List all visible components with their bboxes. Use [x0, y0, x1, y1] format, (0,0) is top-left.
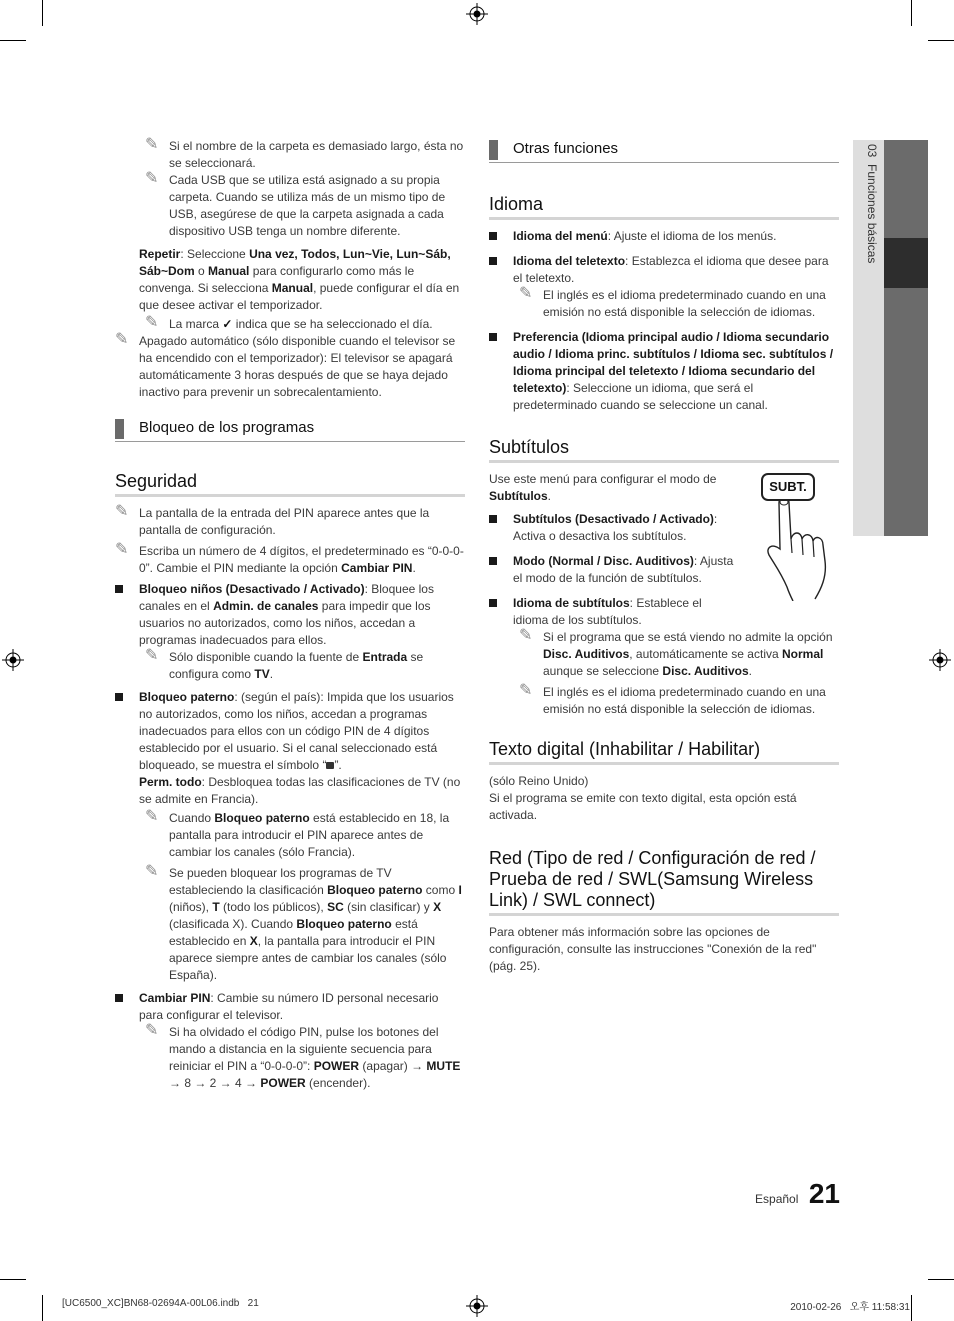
note-pencil-icon: ✎ — [145, 314, 159, 331]
print-timestamp: 2010-02-26 오후 11:58:31 — [790, 1302, 910, 1313]
crop-mark — [928, 1279, 954, 1280]
list-item: Modo (Normal / Disc. Auditivos): Ajusta el modo de la función de subtítulos. — [489, 553, 739, 587]
page-footer — [700, 1178, 840, 1210]
red-desc: Para obtener más información sobre las opciones de configuración, consulte las instrucciones "Conexión de la red" (pág. 25). — [489, 925, 817, 973]
crop-mark — [42, 1295, 43, 1321]
note: ✎ Si el nombre de la carpeta es demasiado largo, ésta no se seleccionará. — [145, 136, 464, 170]
note: ✎ El inglés es el idioma predeterminado cuando en una emisión no está disponible la selección de idiomas. — [519, 682, 826, 716]
registration-mark-icon — [2, 649, 24, 671]
sub-intro: Use este menú para configurar el modo de Subtítulos. — [489, 472, 717, 503]
chapter-title: Funciones básicas — [865, 164, 879, 264]
side-tab-active-block — [884, 238, 928, 288]
list-item: Idioma del teletexto: Establezca el idioma que desee para el teletexto. — [489, 253, 839, 287]
right-column — [489, 138, 839, 975]
note: ✎ Sólo disponible cuando la fuente de Entrada se configura como TV. — [145, 647, 424, 681]
td-desc: Si el programa se emite con texto digital, esta opción está activada. — [489, 791, 797, 822]
registration-mark-icon — [466, 1295, 488, 1317]
list-item: Bloqueo paterno: (según el país): Impida que los usuarios no autorizados, como los niños, accedan a programas inadecuados para ellos con un código PIN de 4 dígitos establecido por el usuario. Si el canal seleccionado está bloqueado, se muestra el símbolo “ ”. — [115, 689, 465, 774]
note: ✎ Se pueden bloquear los programas de TV estableciendo la clasificación Bloqueo paterno como I (niños), T (todo los públicos), SC (sin clasificar) y X (clasificada X). Cuando Bloqueo paterno está establecido en X, la pantalla para introducir el PIN aparece siempre antes de cambiar los canales (sólo España). — [145, 863, 462, 982]
heading-red: Red (Tipo de red / Configuración de red / Prueba de red / SWL(Samsung Wireless Link) / SWL connect) — [489, 848, 839, 916]
note-pencil-icon: ✎ — [145, 170, 159, 187]
note: ✎ La pantalla de la entrada del PIN aparece antes que la pantalla de configuración. — [115, 503, 430, 537]
registration-mark-icon — [929, 649, 951, 671]
note: ✎ El inglés es el idioma predeterminado cuando en una emisión no está disponible la selección de idiomas. — [519, 285, 826, 319]
side-tab-dark — [884, 140, 928, 536]
section-header-otras: Otras funciones — [489, 138, 839, 163]
td-region: (sólo Reino Unido) — [489, 774, 589, 788]
heading-idioma: Idioma — [489, 193, 839, 220]
heading-seguridad: Seguridad — [115, 470, 465, 497]
registration-mark-icon — [466, 3, 488, 25]
note: ✎ Cuando Bloqueo paterno está establecido en 18, la pantalla para introducir el PIN aparece antes de cambiar los canales (sólo Francia). — [145, 808, 450, 859]
list-item: Cambiar PIN: Cambie su número ID personal necesario para configurar el televisor. — [115, 990, 465, 1024]
list-item: Idioma de subtítulos: Establece el idioma de los subtítulos. — [489, 595, 739, 629]
subt-remote-button: SUBT. — [761, 473, 815, 501]
note-pencil-icon: ✎ — [519, 682, 533, 699]
note-pencil-icon: ✎ — [145, 808, 159, 825]
heading-texto-digital: Texto digital (Inhabilitar / Habilitar) — [489, 738, 839, 765]
list-item: Preferencia (Idioma principal audio / Idioma secundario audio / Idioma princ. subtítulos / Idioma sec. subtítulos / Idioma principal del teletexto / Idioma secundario del teletexto): Seleccione un idioma, que será el predeterminado cuando se seleccione un canal. — [489, 329, 839, 414]
note-pencil-icon: ✎ — [115, 331, 129, 348]
note-pencil-icon: ✎ — [115, 503, 129, 520]
lock-icon — [326, 762, 334, 769]
file-info: [UC6500_XC]BN68-02694A-00L06.indb 21 — [62, 1298, 259, 1309]
repetir-paragraph: Repetir: Seleccione Una vez, Todos, Lun~Vie, Lun~Sáb, Sáb~Dom o Manual para configurarlo como más le convenga. Si selecciona Manual, puede configurar el día en que desee activar el temporizador. — [139, 247, 460, 312]
note-pencil-icon: ✎ — [145, 863, 159, 880]
crop-mark — [911, 0, 912, 26]
page-number: 21 — [808, 1178, 840, 1209]
note: ✎ Si ha olvidado el código PIN, pulse los botones del mando a distancia en la siguiente secuencia para reiniciar el PIN a “0-0-0-0”: POWER (apagar) → MUTE → 8 → 2 → 4 → POWER (encender). — [145, 1022, 461, 1090]
crop-mark — [911, 1295, 912, 1321]
list-item: Subtítulos (Desactivado / Activado): Activa o desactiva los subtítulos. — [489, 511, 739, 545]
note: ✎ Cada USB que se utiliza está asignado a su propia carpeta. Cuando se utiliza más de un mismo tipo de USB, asegúrese de que la carpeta asignada a cada dispositivo USB tenga un nombre diferente. — [145, 170, 446, 238]
note: ✎ Apagado automático (sólo disponible cuando el televisor se ha encendido con el temporizador): El televisor se apagará automáticamente 3 horas después de que se haya dejado inactivo para prevenir un sobrecalentamiento. — [115, 331, 456, 399]
left-column — [115, 138, 465, 1092]
side-tab-label — [860, 144, 880, 304]
note-pencil-icon: ✎ — [145, 647, 159, 664]
crop-mark — [42, 0, 43, 26]
crop-mark — [0, 40, 26, 41]
list-item: Idioma del menú: Ajuste el idioma de los menús. — [489, 228, 839, 245]
perm-paragraph: Perm. todo: Desbloquea todas las clasificaciones de TV (no se admite en Francia). — [139, 775, 461, 806]
check-icon: ✓ — [222, 317, 233, 331]
crop-mark — [0, 1279, 26, 1280]
chapter-number: 03 — [865, 144, 879, 158]
note-pencil-icon: ✎ — [145, 1022, 159, 1039]
section-header-bloqueo: Bloqueo de los programas — [115, 417, 465, 442]
note-pencil-icon: ✎ — [145, 136, 159, 153]
note: ✎ La marca ✓ indica que se ha seleccionado el día. — [145, 314, 433, 331]
pressing-hand-icon — [765, 491, 845, 601]
crop-mark — [928, 40, 954, 41]
list-item: Bloqueo niños (Desactivado / Activado): Bloquee los canales en el Admin. de canales para impedir que los usuarios no autorizados, como los niños, accedan a programas inadecuados para ellos. — [115, 581, 465, 649]
note: ✎ Si el programa que se está viendo no admite la opción Disc. Auditivos, automáticamente se activa Normal aunque se seleccione Disc. Auditivos. — [519, 627, 833, 678]
heading-subtitulos: Subtítulos — [489, 436, 839, 463]
note-pencil-icon: ✎ — [519, 285, 533, 302]
note-pencil-icon: ✎ — [519, 627, 533, 644]
note: ✎ Escriba un número de 4 dígitos, el predeterminado es “0-0-0-0”. Cambie el PIN mediante la opción Cambiar PIN. — [115, 541, 464, 575]
note-pencil-icon: ✎ — [115, 541, 129, 558]
language-label: Español — [755, 1192, 799, 1206]
